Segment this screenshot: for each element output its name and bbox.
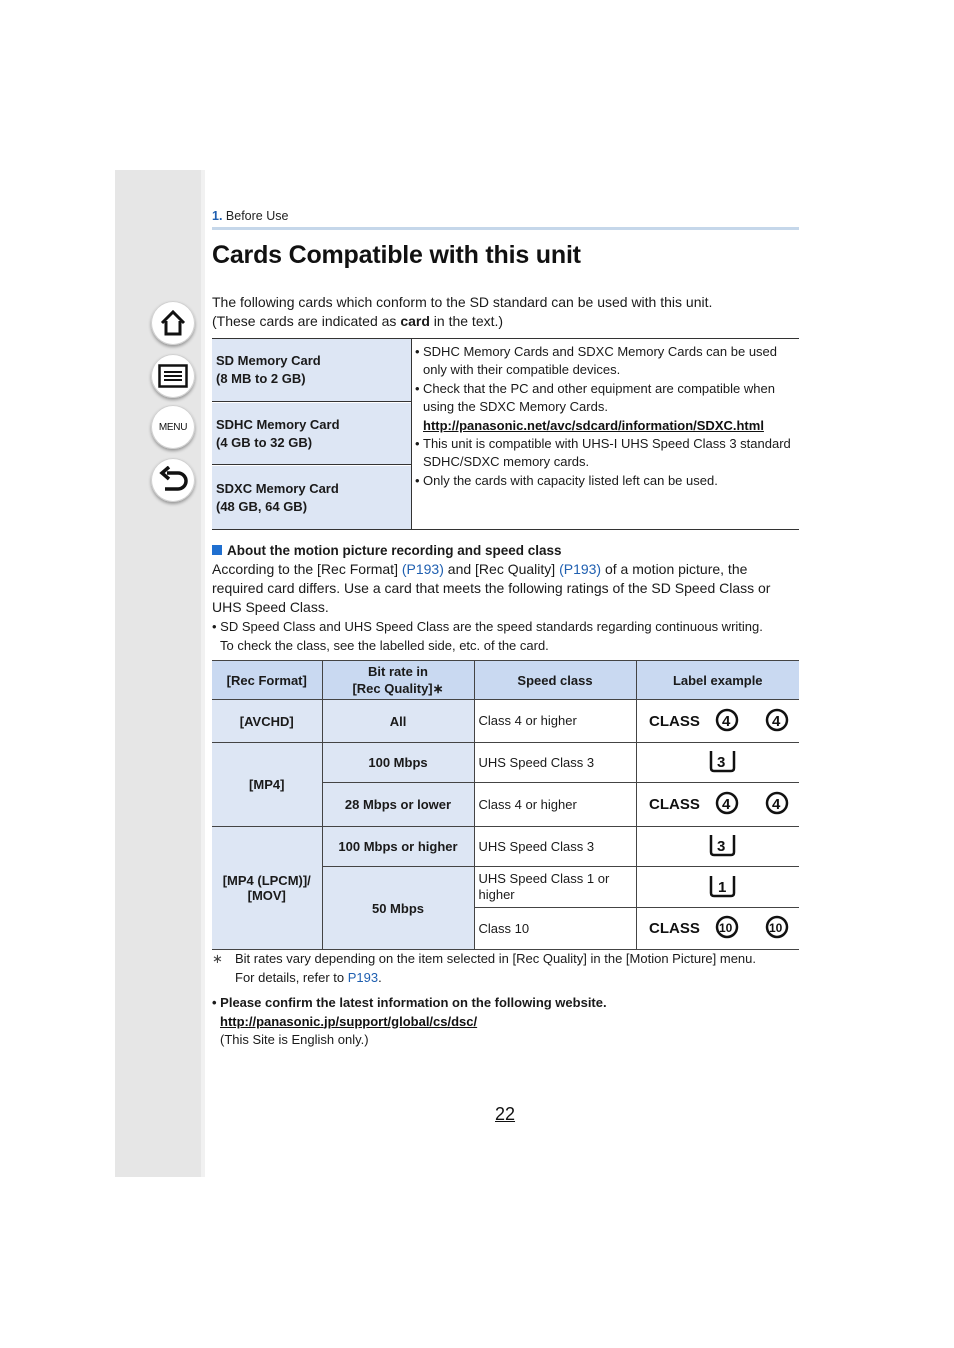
bit-rate-cell: All (322, 700, 474, 743)
home-icon (159, 309, 187, 337)
logo-text: CLASS (648, 920, 700, 937)
logo-number: 3 (716, 754, 725, 771)
page-ref-link[interactable]: (P193) (401, 561, 444, 577)
card-note-text (423, 380, 799, 435)
bit-rate-cell: 50 Mbps (322, 867, 474, 950)
contents-button[interactable] (151, 354, 195, 398)
label-example-cell (636, 743, 799, 783)
bit-rate-cell: 28 Mbps or lower (322, 783, 474, 827)
back-arrow-icon (158, 466, 188, 494)
logo-text: CLASS (648, 796, 700, 813)
breadcrumb (212, 209, 288, 223)
class10-logo-icon (641, 912, 791, 942)
class4-logo-icon (641, 705, 791, 735)
card-note-text: Only the cards with capacity listed left can be used. (423, 472, 718, 488)
card-types-table (212, 338, 799, 530)
table-row (212, 743, 799, 783)
table-row (212, 700, 799, 743)
bullet: • (415, 344, 420, 359)
card-notes (415, 343, 799, 490)
col-header-rec-format: [Rec Format] (212, 661, 322, 700)
footnote-star: ∗ (212, 951, 223, 966)
card-type-name: SD Memory Card (216, 353, 321, 368)
intro-card-term: card (400, 313, 430, 329)
footnote-text: For details, refer to (235, 969, 348, 985)
speed-class-cell: UHS Speed Class 1 or higher (474, 867, 636, 908)
page-number: 22 (495, 1104, 516, 1124)
intro-line-2-post: in the text.) (429, 313, 504, 329)
card-note (415, 472, 799, 490)
menu-button[interactable] (151, 405, 195, 449)
col-header-speed-class: Speed class (474, 661, 636, 700)
logo-number: 1 (717, 878, 726, 896)
label-example-cell (636, 867, 799, 908)
speed-class-cell: Class 4 or higher (474, 783, 636, 827)
label-example-cell (636, 908, 799, 950)
label-example-cell (636, 700, 799, 743)
card-type-capacity: (48 GB, 64 GB) (216, 498, 308, 514)
header-line: [Rec Quality] (352, 681, 433, 696)
intro-text (212, 293, 802, 331)
footnote-text: Bit rates vary depending on the item selected in [Rec Quality] in the [Motion Picture] menu. (235, 951, 756, 966)
logo-number: 4 (771, 796, 780, 813)
logo-number: 10 (768, 921, 782, 935)
list-icon (158, 364, 188, 388)
confirm-heading: • Please confirm the latest information on the following website. (212, 995, 607, 1010)
para-text: of a motion picture, the required card differs. Use a card that meets the following ratings of the SD Speed Class or UHS Speed Class. (212, 561, 771, 615)
table-divider (411, 339, 412, 529)
section-note-line: • SD Speed Class and UHS Speed Class are the speed standards regarding continuous writing. (212, 619, 763, 634)
section-note (212, 617, 802, 655)
footnote-line (212, 969, 802, 988)
card-note-text: SDHC Memory Cards and SDXC Memory Cards can be used only with their compatible devices. (423, 344, 778, 378)
label-example-cell (636, 827, 799, 867)
bit-rate-cell: 100 Mbps (322, 743, 474, 783)
chapter-number: 1. (212, 209, 223, 223)
logo-number: 3 (716, 838, 725, 855)
rec-format-cell: [MP4] (212, 743, 322, 827)
para-text: According to the [Rec Format] (212, 561, 402, 577)
bit-rate-cell: 100 Mbps or higher (322, 827, 474, 867)
speed-class-section (212, 541, 802, 655)
section-note-line: To check the class, see the labelled side, etc. of the card. (220, 638, 549, 653)
menu-label: MENU (158, 421, 188, 433)
home-button[interactable] (151, 301, 195, 345)
speed-class-cell: Class 10 (474, 908, 636, 950)
intro-line-1: The following cards which conform to the SD standard can be used with this unit. (212, 294, 713, 310)
section-heading (212, 541, 802, 560)
confirm-info (212, 994, 802, 1050)
sdxc-info-link[interactable]: http://panasonic.net/avc/sdcard/information/SDXC.html (423, 417, 764, 433)
logo-text: CLASS (648, 712, 700, 730)
bullet: • (415, 380, 420, 396)
card-note (415, 380, 799, 435)
chapter-title: Before Use (225, 209, 289, 223)
speed-class-cell: UHS Speed Class 3 (474, 827, 636, 867)
rec-format-cell: [AVCHD] (212, 700, 322, 743)
page-ref-link[interactable]: P193 (347, 969, 379, 985)
speed-class-cell: Class 4 or higher (474, 700, 636, 743)
breadcrumb-rule (212, 227, 799, 230)
intro-line-2-pre: (These cards are indicated as (212, 313, 401, 329)
card-type-capacity: (8 MB to 2 GB) (216, 371, 306, 386)
logo-number: 4 (771, 712, 780, 730)
section-paragraph (212, 560, 802, 617)
label-example-cell (636, 783, 799, 827)
table-row (212, 827, 799, 867)
header-line: Bit rate in (368, 664, 428, 679)
card-note (415, 343, 799, 380)
card-type-row (212, 466, 411, 529)
footnote (212, 950, 802, 987)
rec-format-cell (212, 827, 322, 950)
footnote-text: . (378, 969, 382, 985)
logo-number: 10 (718, 921, 732, 935)
square-bullet-icon (212, 545, 222, 555)
logo-number: 4 (721, 796, 730, 813)
card-type-name: SDXC Memory Card (216, 480, 339, 496)
card-note-text: This unit is compatible with UHS-I UHS Speed Class 3 standard SDHC/SDXC memory cards. (423, 436, 791, 470)
intro-line-2 (212, 312, 802, 331)
card-type-name: SDHC Memory Card (216, 416, 340, 432)
col-header-label-example: Label example (636, 661, 799, 700)
bullet: • (415, 436, 420, 452)
card-note (415, 435, 799, 472)
logo-number: 4 (721, 712, 730, 730)
back-button[interactable] (151, 458, 195, 502)
class4-logo-icon (641, 788, 791, 818)
uhs3-logo-icon (641, 748, 791, 774)
card-type-row (212, 403, 411, 465)
asterisk: ∗ (432, 681, 444, 696)
para-text: and [Rec Quality] (443, 561, 560, 577)
section-heading-text: About the motion picture recording and speed class (227, 543, 562, 558)
format-line: [MOV] (247, 888, 286, 903)
card-type-capacity: (4 GB to 32 GB) (216, 434, 313, 450)
speed-class-table (212, 660, 799, 950)
page-title: Cards Compatible with this unit (212, 241, 581, 269)
col-header-bit-rate (322, 661, 474, 700)
table-header-row (212, 661, 799, 700)
footnote-line (212, 950, 802, 969)
speed-class-cell: UHS Speed Class 3 (474, 743, 636, 783)
format-line: [MP4 (LPCM)]/ (222, 873, 311, 888)
confirm-note: (This Site is English only.) (220, 1032, 369, 1047)
uhs3-logo-icon (641, 832, 791, 858)
bullet: • (415, 472, 420, 488)
page-ref-link[interactable]: (P193) (559, 561, 602, 577)
card-note-2-text: Check that the PC and other equipment are compatible when using the SDXC Memory Cards. (423, 380, 775, 415)
sidebar-edge (201, 170, 205, 1177)
uhs1-logo-icon (641, 873, 791, 899)
support-website-link[interactable]: http://panasonic.jp/support/global/cs/dsc/ (220, 1013, 478, 1029)
card-type-row (212, 339, 411, 402)
